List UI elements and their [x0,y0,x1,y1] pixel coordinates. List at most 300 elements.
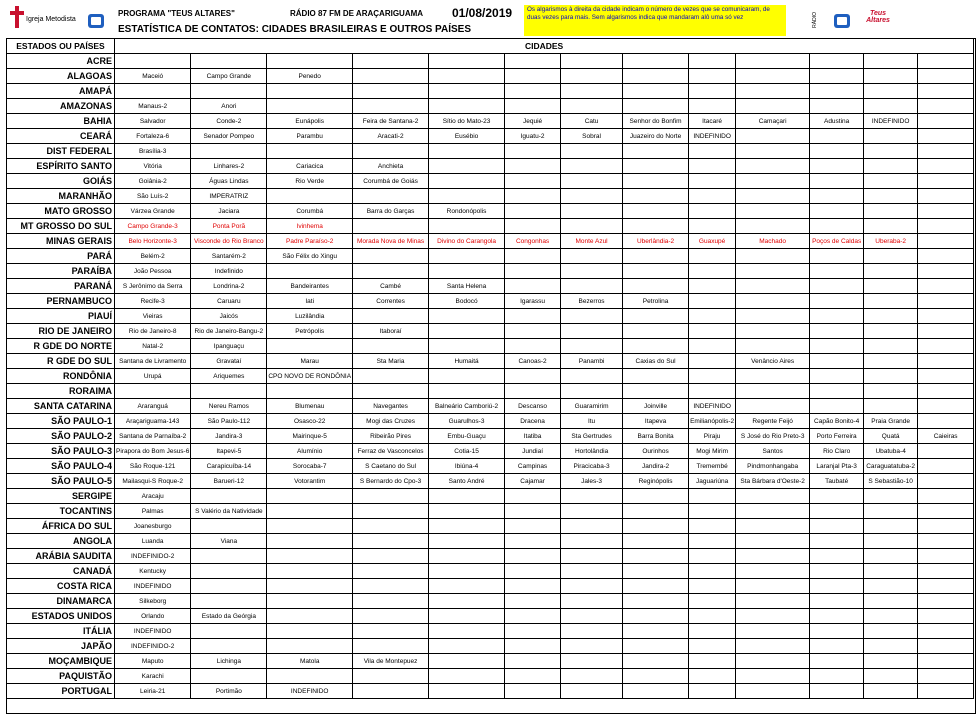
city-cell: Aracati-2 [353,129,429,144]
city-cell [429,654,505,669]
city-cell: Ariquemes [191,369,267,384]
city-cell [864,639,918,654]
report-date: 01/08/2019 [452,6,513,20]
city-cell: Taubaté [810,474,864,489]
city-cell: Santa Helena [429,279,505,294]
city-cell [353,144,429,159]
state-name: ANGOLA [7,534,115,549]
city-cell [810,189,864,204]
table-row [7,54,974,69]
city-cell [429,624,505,639]
table-row [7,129,974,144]
city-cell [689,324,736,339]
city-cell [736,144,810,159]
city-cell [689,354,736,369]
table-row [7,504,974,519]
city-cell [353,489,429,504]
city-cell [689,564,736,579]
city-cell: Corumbá de Goiás [353,174,429,189]
city-cell [918,579,974,594]
state-name: RONDÔNIA [7,369,115,384]
city-cell: Sta Bárbara d'Oeste-2 [736,474,810,489]
city-cell [353,504,429,519]
state-name: SERGIPE [7,489,115,504]
city-cell: Lichinga [191,654,267,669]
city-cell: Itapeva [623,414,689,429]
city-cell [918,489,974,504]
city-cell [267,504,353,519]
city-cell [505,249,561,264]
city-cell [429,609,505,624]
city-cell [810,309,864,324]
city-cell [689,174,736,189]
table-row [7,489,974,504]
city-cell [623,339,689,354]
city-cell [918,639,974,654]
city-cell [810,339,864,354]
city-cell [623,219,689,234]
city-cell: Viana [191,534,267,549]
state-name: JAPÃO [7,639,115,654]
city-cell [736,264,810,279]
city-cell: Anori [191,99,267,114]
city-cell [810,534,864,549]
city-cell: Quatá [864,429,918,444]
state-name: PAQUISTÃO [7,669,115,684]
city-cell [810,549,864,564]
city-cell [736,654,810,669]
city-cell [505,204,561,219]
city-cell: Descanso [505,399,561,414]
city-cell [864,294,918,309]
city-cell [689,249,736,264]
city-cell [918,309,974,324]
city-cell: Belém-2 [115,249,191,264]
city-cell [689,204,736,219]
state-name: ITÁLIA [7,624,115,639]
city-cell [353,264,429,279]
city-cell: Praia Grande [864,414,918,429]
city-cell [736,294,810,309]
city-cell: Capão Bonito-4 [810,414,864,429]
city-cell: Campo Grande [191,69,267,84]
city-cell [736,174,810,189]
city-cell [810,249,864,264]
city-cell [561,384,623,399]
city-cell [736,84,810,99]
city-cell [561,99,623,114]
city-cell: Barueri-12 [191,474,267,489]
table-row [7,69,974,84]
city-cell [505,519,561,534]
logo-text: Igreja Metodista [26,16,76,23]
page-title: ESTATÍSTICA DE CONTATOS: CIDADES BRASILEIRAS E OUTROS PAÍSES [118,24,471,35]
state-name: TOCANTINS [7,504,115,519]
table-row [7,564,974,579]
city-cell: João Pessoa [115,264,191,279]
city-cell [505,189,561,204]
city-cell [736,489,810,504]
city-cell [918,654,974,669]
city-cell [267,579,353,594]
city-cell [810,504,864,519]
city-cell: Divino do Carangola [429,234,505,249]
city-cell [810,99,864,114]
city-cell [623,579,689,594]
city-cell: Leiria-21 [115,684,191,699]
city-cell: Estado da Geórgia [191,609,267,624]
city-cell [810,369,864,384]
city-cell [864,624,918,639]
city-cell [689,294,736,309]
city-cell: Alumínio [267,444,353,459]
state-name: PIAUÍ [7,309,115,324]
city-cell: Belo Horizonte-3 [115,234,191,249]
city-cell: Parambu [267,129,353,144]
city-cell [736,684,810,699]
city-cell: Vila de Montepuez [353,654,429,669]
city-cell [736,54,810,69]
city-cell: Senador Pompeo [191,129,267,144]
table-row [7,264,974,279]
table-row [7,534,974,549]
radio-logo-icon-right [834,14,850,28]
city-cell: Guaxupé [689,234,736,249]
city-cell [623,54,689,69]
city-cell [810,159,864,174]
city-cell [864,504,918,519]
city-cell [623,669,689,684]
city-cell [736,504,810,519]
city-cell [623,204,689,219]
city-cell: Monte Azul [561,234,623,249]
city-cell [561,324,623,339]
city-cell [689,384,736,399]
state-name: MARANHÃO [7,189,115,204]
state-name: CANADÁ [7,564,115,579]
city-cell [267,639,353,654]
city-cell [353,369,429,384]
city-cell [561,174,623,189]
city-cell [810,399,864,414]
city-cell: Guarulhos-3 [429,414,505,429]
city-cell: Morada Nova de Minas [353,234,429,249]
city-cell [267,189,353,204]
city-cell [267,549,353,564]
city-cell: Piraju [689,429,736,444]
city-cell: Santos [736,444,810,459]
city-cell [429,174,505,189]
city-cell [561,159,623,174]
city-cell: Vitória [115,159,191,174]
city-cell: Ribeirão Pires [353,429,429,444]
city-cell [429,534,505,549]
city-cell: Canoas-2 [505,354,561,369]
city-cell [505,324,561,339]
state-name: ACRE [7,54,115,69]
city-cell [810,564,864,579]
city-cell [864,159,918,174]
city-cell [561,564,623,579]
table-row [7,684,974,699]
city-cell [736,159,810,174]
document-header [0,0,980,40]
city-cell: Goiânia-2 [115,174,191,189]
side-label: RÁDIO [812,12,818,28]
city-cell: Regente Feijó [736,414,810,429]
city-cell [689,624,736,639]
city-cell: Bandeirantes [267,279,353,294]
city-cell: Mogi das Cruzes [353,414,429,429]
state-name: SÃO PAULO-2 [7,429,115,444]
city-cell: Rio Verde [267,174,353,189]
city-cell: Marau [267,354,353,369]
city-cell: Congonhas [505,234,561,249]
city-cell: Correntes [353,294,429,309]
city-cell [736,219,810,234]
state-name: AMAZONAS [7,99,115,114]
city-cell: Nereu Ramos [191,399,267,414]
city-cell: Vieiras [115,309,191,324]
city-cell [689,369,736,384]
city-cell: Luzilândia [267,309,353,324]
city-cell: Maceió [115,69,191,84]
city-cell [918,219,974,234]
city-cell: Rondonópolis [429,204,505,219]
city-cell [864,579,918,594]
city-cell [918,84,974,99]
city-cell [736,534,810,549]
city-cell: Santana de Livramento [115,354,191,369]
city-cell [810,174,864,189]
city-cell [505,369,561,384]
city-cell [918,564,974,579]
city-cell: Eunápolis [267,114,353,129]
city-cell [505,339,561,354]
city-cell [267,54,353,69]
city-cell: Recife-3 [115,294,191,309]
city-cell: Mailasqui-S Roque-2 [115,474,191,489]
city-cell: Karachi [115,669,191,684]
city-cell: Ivinhema [267,219,353,234]
city-cell [505,489,561,504]
city-cell [505,264,561,279]
table-row [7,339,974,354]
table-row [7,144,974,159]
city-cell: Eusébio [429,129,505,144]
city-cell: Laranjal Pta-3 [810,459,864,474]
city-cell: Fortaleza-6 [115,129,191,144]
city-cell [689,264,736,279]
city-cell [353,54,429,69]
city-cell: Urupá [115,369,191,384]
city-cell [429,324,505,339]
city-cell [353,684,429,699]
city-cell [864,309,918,324]
city-cell [561,609,623,624]
city-cell [505,549,561,564]
state-name: MT GROSSO DO SUL [7,219,115,234]
program-title: PROGRAMA "TEUS ALTARES" [118,9,235,18]
city-cell [429,219,505,234]
teus-altares-logo: Teus Altares [866,10,890,24]
table-row [7,309,974,324]
city-cell [561,504,623,519]
city-cell [736,564,810,579]
city-cell: S Jerônimo da Serra [115,279,191,294]
city-cell [429,639,505,654]
state-name: CEARÁ [7,129,115,144]
city-cell [623,69,689,84]
table-row [7,654,974,669]
city-cell [191,624,267,639]
legend-note: Os algarismos à direita da cidade indicam o número de vezes que se comunicaram, de duas vezes para mais. Sem algarismos indica que mandaram alô uma só vez [524,5,786,36]
city-cell [810,354,864,369]
city-cell: Jequié [505,114,561,129]
city-cell [623,519,689,534]
city-cell: Jales-3 [561,474,623,489]
city-cell: Manaus-2 [115,99,191,114]
city-cell: Indefinido [191,264,267,279]
city-cell: Carapicuíba-14 [191,459,267,474]
city-cell [864,384,918,399]
city-cell: Sorocaba-7 [267,459,353,474]
city-cell: Itapevi-5 [191,444,267,459]
column-header-state: ESTADOS OU PAÍSES [7,39,115,54]
city-cell [429,159,505,174]
state-name: SÃO PAULO-4 [7,459,115,474]
city-cell: Sítio do Mato-23 [429,114,505,129]
city-cell [918,354,974,369]
city-cell [267,669,353,684]
city-cell [267,99,353,114]
city-cell [918,294,974,309]
city-cell [353,69,429,84]
city-cell [810,684,864,699]
city-cell: Barra Bonita [623,429,689,444]
city-cell [736,609,810,624]
city-cell: Anchieta [353,159,429,174]
state-name: ESPÍRITO SANTO [7,159,115,174]
city-cell: Humaitá [429,354,505,369]
city-cell [689,189,736,204]
city-cell [689,309,736,324]
city-cell: Campinas [505,459,561,474]
city-cell [267,519,353,534]
city-cell: Ipanguaçu [191,339,267,354]
state-name: PORTUGAL [7,684,115,699]
city-cell: CPO NOVO DE RONDÔNIA [267,369,353,384]
city-cell [561,654,623,669]
state-name: BAHIA [7,114,115,129]
city-cell [429,264,505,279]
city-cell: INDEFINIDO [689,129,736,144]
city-cell: Joanesburgo [115,519,191,534]
city-cell: Jandira-3 [191,429,267,444]
city-cell [864,204,918,219]
city-cell [736,624,810,639]
city-cell: Jandira-2 [623,459,689,474]
city-cell [736,549,810,564]
city-cell [561,69,623,84]
table-header-row [7,39,974,54]
table-row [7,549,974,564]
city-cell [864,669,918,684]
city-cell [561,249,623,264]
city-cell [736,639,810,654]
city-cell: São Roque-121 [115,459,191,474]
city-cell [810,594,864,609]
city-cell [429,99,505,114]
table-row [7,594,974,609]
city-cell [623,264,689,279]
city-cell: Londrina-2 [191,279,267,294]
city-cell [191,669,267,684]
city-cell [918,399,974,414]
table-row [7,384,974,399]
city-cell: Sta Gertrudes [561,429,623,444]
city-cell [191,639,267,654]
city-cell [918,519,974,534]
city-cell: Joinville [623,399,689,414]
city-cell: Bezerros [561,294,623,309]
city-cell [623,309,689,324]
city-cell [561,489,623,504]
city-cell: Caruaru [191,294,267,309]
city-cell: Aracaju [115,489,191,504]
city-cell [353,564,429,579]
city-cell: Santana de Parnaíba-2 [115,429,191,444]
city-cell: Cotia-15 [429,444,505,459]
city-cell [353,189,429,204]
city-cell: Jaciara [191,204,267,219]
city-cell: INDEFINIDO [689,399,736,414]
state-name: GOIÁS [7,174,115,189]
city-cell [864,339,918,354]
city-cell [561,189,623,204]
city-cell [689,144,736,159]
city-cell [267,609,353,624]
city-cell [505,609,561,624]
city-cell [918,249,974,264]
city-cell [561,84,623,99]
city-cell: Senhor do Bonfim [623,114,689,129]
city-cell [429,369,505,384]
city-cell [810,384,864,399]
contacts-table [6,38,974,699]
city-cell [561,684,623,699]
city-cell [505,84,561,99]
city-cell: Osasco-22 [267,414,353,429]
city-cell [505,174,561,189]
city-cell [736,204,810,219]
city-cell [689,84,736,99]
city-cell [191,594,267,609]
city-cell: Conde-2 [191,114,267,129]
city-cell [689,594,736,609]
city-cell: Ourinhos [623,444,689,459]
city-cell: Guaramirim [561,399,623,414]
table-row [7,669,974,684]
city-cell [689,519,736,534]
city-cell: Pirapora do Bom Jesus-6 [115,444,191,459]
city-cell: Camaçari [736,114,810,129]
city-cell [918,444,974,459]
city-cell [505,564,561,579]
city-cell [810,609,864,624]
city-cell [918,504,974,519]
city-cell [810,624,864,639]
